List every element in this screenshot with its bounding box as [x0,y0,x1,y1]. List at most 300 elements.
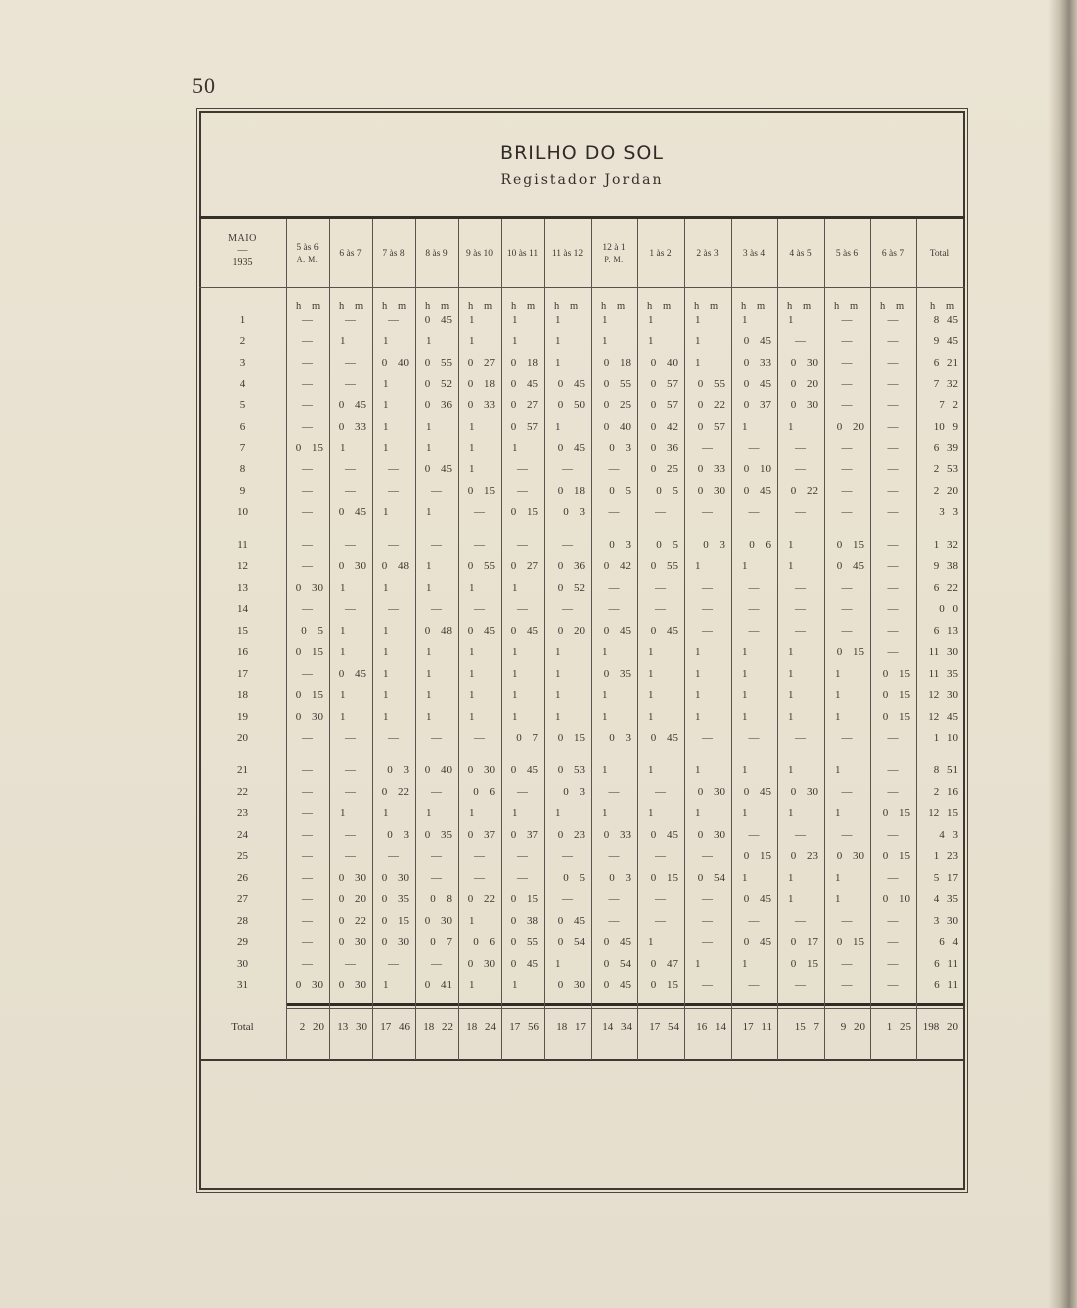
table-cell [777,955,824,973]
table-cell [684,460,731,478]
table-cell [544,826,591,844]
unit-minutes-label: m [312,301,321,312]
table-cell [824,729,870,747]
hours-minutes-value: 0 15 [650,979,678,991]
table-cell [824,418,870,436]
no-sunshine-dash: — [302,785,313,798]
no-sunshine-dash: — [887,936,899,948]
table-cell [637,332,684,350]
table-cell [591,890,637,908]
table-row [0,890,1077,908]
hours-minutes-value: 0 33 [603,828,631,841]
table-cell [415,686,458,704]
table-cell [684,804,731,822]
hours-value: 1 [602,335,608,348]
table-cell [415,761,458,779]
hours-minutes-value: 0 55 [424,356,452,369]
hours-minutes-value: 0 15 [467,484,495,497]
day-label: 21 [237,764,248,776]
no-sunshine-dash: — [302,314,313,326]
table-cell [870,460,916,478]
unit-minutes-label: m [850,301,859,312]
no-sunshine-dash: — [748,506,760,518]
table-cell [684,890,731,908]
day-label: 26 [237,871,248,884]
hours-minutes-value: 0 23 [790,850,818,862]
hours-value: 1 [742,420,748,433]
year-label: 1935 [232,257,253,268]
hours-value: 1 [695,356,701,369]
no-sunshine-dash: — [302,667,313,680]
no-sunshine-dash: — [655,785,666,798]
table-cell [329,579,372,597]
hours-minutes-value: 0 15 [790,957,818,970]
table-cell [916,311,963,329]
table-cell [458,976,501,994]
day-label: 1 [239,314,246,326]
hours-value: 1 [742,560,748,573]
column-header [458,221,501,287]
hours-minutes-value: 0 27 [510,399,538,412]
table-cell [777,665,824,683]
hours-minutes-value: 0 15 [836,539,864,551]
table-cell [372,643,415,661]
table-cell [684,375,731,393]
hours-minutes-value: 2 53 [933,463,958,476]
table-cell [591,460,637,478]
table-cell [870,933,916,951]
table-row [0,375,1077,393]
table-cell [372,761,415,779]
hours-value: 1 [835,764,841,776]
no-sunshine-dash: — [887,335,899,348]
no-sunshine-dash: — [562,463,573,476]
table-cell [591,643,637,661]
hours-value: 1 [788,689,794,702]
total-row [0,1018,1077,1036]
table-cell [458,1018,501,1036]
table-cell [637,396,684,414]
table-cell [684,783,731,801]
no-sunshine-dash: — [345,356,356,369]
hours-minutes-value: 0 40 [381,356,409,369]
no-sunshine-dash: — [345,850,356,862]
no-sunshine-dash: — [702,893,713,905]
table-cell [824,536,870,554]
unit-hours-label: h [296,301,302,312]
no-sunshine-dash: — [302,893,313,905]
table-cell [372,622,415,640]
day-label: 15 [237,624,248,637]
column-header-label: 10 às 11 [506,249,539,259]
hours-minutes-value: 0 30 [697,828,725,841]
no-sunshine-dash: — [562,603,573,616]
hours-minutes-value: 0 15 [295,442,323,454]
hours-value: 1 [469,646,475,659]
table-row [0,536,1077,554]
hours-minutes-value: 0 54 [697,871,725,884]
table-cell [591,783,637,801]
table-cell [591,557,637,575]
hours-minutes-value: 9 45 [933,335,958,348]
table-cell [870,375,916,393]
no-sunshine-dash: — [841,314,853,326]
table-cell [777,600,824,618]
table-cell [591,826,637,844]
table-cell [591,536,637,554]
no-sunshine-dash: — [795,603,806,616]
no-sunshine-dash: — [841,979,853,991]
hours-minutes-value: 0 6 [749,539,771,551]
no-sunshine-dash: — [302,871,313,884]
table-cell [916,622,963,640]
hours-value: 1 [426,667,432,680]
table-cell [286,482,329,500]
hours-minutes-value: 0 3 [703,539,725,551]
hours-minutes-value: 0 30 [338,871,366,884]
hours-minutes-value: 0 45 [510,378,538,390]
hours-minutes-value: 0 5 [563,871,585,884]
no-sunshine-dash: — [841,484,853,497]
column-header-label: 9 às 10 [466,249,493,259]
hours-minutes-value: 0 55 [697,378,725,390]
unit-hours-label: h [694,301,700,312]
table-cell [544,761,591,779]
no-sunshine-dash: — [795,828,806,841]
table-cell [372,955,415,973]
no-sunshine-dash: — [795,463,806,476]
table-cell [870,783,916,801]
table-cell [286,643,329,661]
table-cell [870,686,916,704]
no-sunshine-dash: — [302,335,313,348]
table-cell [458,955,501,973]
table-cell [777,332,824,350]
unit-minutes-label: m [710,301,719,312]
table-cell [916,375,963,393]
table-cell [458,557,501,575]
table-cell [501,826,544,844]
table-cell [591,869,637,887]
no-sunshine-dash: — [795,732,806,744]
hours-minutes-value: 0 45 [650,624,678,637]
table-cell [684,439,731,457]
hours-minutes-value: 6 39 [933,442,958,454]
hours-value: 1 [469,463,475,476]
no-sunshine-dash: — [302,356,313,369]
hours-minutes-value: 0 30 [338,936,366,948]
hours-minutes-value: 11 35 [928,667,958,680]
table-cell [731,933,777,951]
table-cell [824,332,870,350]
table-cell [870,708,916,726]
no-sunshine-dash: — [562,850,573,862]
no-sunshine-dash: — [345,828,356,841]
table-cell [591,912,637,930]
table-row [0,826,1077,844]
table-row [0,622,1077,640]
table-cell [458,439,501,457]
table-cell [544,622,591,640]
table-cell [501,804,544,822]
hours-minutes-value: 0 30 [424,914,452,927]
table-cell [824,826,870,844]
unit-hours-label: h [468,301,474,312]
hours-value: 1 [426,420,432,433]
table-cell [824,354,870,372]
no-sunshine-dash: — [887,646,899,659]
column-header [777,221,824,287]
day-label: 17 [237,667,248,680]
no-sunshine-dash: — [795,581,806,594]
hours-minutes-value: 0 41 [424,979,452,991]
no-sunshine-dash: — [608,581,620,594]
table-cell [501,418,544,436]
table-cell [684,622,731,640]
table-cell [591,503,637,521]
hours-minutes-value: 0 18 [467,378,495,390]
table-cell [637,976,684,994]
no-sunshine-dash: — [655,603,666,616]
table-cell [372,418,415,436]
unit-minutes-label: m [484,301,493,312]
no-sunshine-dash: — [841,506,853,518]
hours-value: 1 [383,667,389,680]
no-sunshine-dash: — [795,506,806,518]
no-sunshine-dash: — [474,539,485,551]
hours-value: 1 [602,646,608,659]
table-cell [916,482,963,500]
hours-minutes-value: 1 32 [933,539,958,551]
table-cell [591,579,637,597]
hours-value: 1 [788,893,794,905]
table-cell [684,536,731,554]
no-sunshine-dash: — [841,378,853,390]
hours-value: 1 [555,356,561,369]
hours-value: 1 [648,646,654,659]
hours-value: 1 [426,506,432,518]
table-cell [824,976,870,994]
table-cell [329,643,372,661]
table-cell [544,439,591,457]
hours-value: 1 [512,442,518,454]
hours-minutes-value: 0 45 [743,785,771,798]
hours-minutes-value: 9 20 [840,1021,865,1033]
table-cell [684,847,731,865]
hours-value: 1 [340,646,346,659]
table-cell [544,557,591,575]
table-cell [916,804,963,822]
table-cell [458,643,501,661]
hours-minutes-value: 14 34 [602,1021,632,1033]
unit-hours-label: h [601,301,607,312]
table-cell [544,686,591,704]
hours-value: 1 [835,893,841,905]
table-cell [637,665,684,683]
table-cell [637,418,684,436]
hours-minutes-value: 0 30 [790,399,818,412]
no-sunshine-dash: — [748,603,760,616]
hours-minutes-value: 0 30 [557,979,585,991]
table-cell [777,643,824,661]
hours-minutes-value: 16 14 [696,1021,726,1033]
table-cell [777,869,824,887]
no-sunshine-dash: — [702,603,713,616]
table-cell [916,976,963,994]
hours-value: 1 [340,442,346,454]
hours-minutes-value: 0 35 [381,893,409,905]
no-sunshine-dash: — [302,484,313,497]
hours-value: 1 [469,442,475,454]
hours-value: 1 [426,560,432,573]
no-sunshine-dash: — [302,732,313,744]
no-sunshine-dash: — [302,850,313,862]
column-header [731,221,777,287]
hours-minutes-value: 17 46 [380,1021,410,1033]
unit-hours-label: h [382,301,388,312]
hours-value: 1 [469,710,475,723]
unit-minutes-label: m [398,301,407,312]
table-cell [501,600,544,618]
table-cell [684,396,731,414]
no-sunshine-dash: — [702,732,713,744]
table-cell [684,665,731,683]
table-cell [731,643,777,661]
hours-value: 1 [788,710,794,723]
hours-minutes-value: 0 45 [603,979,631,991]
table-cell [591,761,637,779]
table-cell [591,804,637,822]
table-cell [501,665,544,683]
table-cell [544,332,591,350]
table-cell [916,503,963,521]
no-sunshine-dash: — [345,732,356,744]
table-cell [870,976,916,994]
hours-minutes-value: 0 15 [381,914,409,927]
day-label: 19 [237,710,248,723]
unit-hours-label: h [425,301,431,312]
table-cell [286,557,329,575]
column-header-label: 11 às 12 [551,249,584,259]
no-sunshine-dash: — [887,399,899,412]
table-cell [870,354,916,372]
hours-minutes-value: 12 30 [928,689,958,702]
hours-minutes-value: 0 45 [743,378,771,390]
hours-minutes-value: 0 5 [301,624,323,637]
table-cell [824,761,870,779]
hours-value: 1 [648,689,654,702]
table-cell [637,643,684,661]
table-cell [415,557,458,575]
table-cell [544,396,591,414]
unit-minutes-label: m [757,301,766,312]
table-cell [286,729,329,747]
table-cell [329,761,372,779]
hours-minutes-value: 0 45 [650,732,678,744]
no-sunshine-dash: — [345,378,356,390]
table-cell [286,847,329,865]
hours-value: 1 [383,335,389,348]
table-cell [458,354,501,372]
no-sunshine-dash: — [841,785,853,798]
table-cell [916,847,963,865]
table-cell [458,332,501,350]
table-cell [501,354,544,372]
table-cell [501,622,544,640]
table-cell [591,976,637,994]
no-sunshine-dash: — [702,936,713,948]
no-sunshine-dash: — [748,828,760,841]
table-cell [824,460,870,478]
day-label: 20 [237,732,248,744]
table-cell [731,976,777,994]
table-cell [637,869,684,887]
no-sunshine-dash: — [702,979,713,991]
column-header [684,221,731,287]
hours-value: 1 [340,335,346,348]
table-cell [777,418,824,436]
unit-minutes-label: m [663,301,672,312]
hours-minutes-value: 0 53 [557,764,585,776]
column-header-label: 5 às 6 [296,243,319,253]
no-sunshine-dash: — [608,506,620,518]
table-cell [870,396,916,414]
day-label: 5 [239,399,246,412]
table-cell [870,503,916,521]
table-cell [372,332,415,350]
no-sunshine-dash: — [841,442,853,454]
table-cell [824,1018,870,1036]
table-cell [544,783,591,801]
column-header [544,221,591,287]
hours-value: 1 [788,667,794,680]
table-cell [684,761,731,779]
table-cell [870,847,916,865]
hours-minutes-value: 0 25 [650,463,678,476]
table-cell [544,460,591,478]
hours-minutes-value: 12 15 [928,807,958,819]
hours-minutes-value: 0 15 [882,850,910,862]
hours-minutes-value: 0 20 [790,378,818,390]
table-cell [684,912,731,930]
table-cell [458,665,501,683]
table-cell [870,665,916,683]
no-sunshine-dash: — [841,624,853,637]
hours-minutes-value: 0 45 [510,957,538,970]
table-cell [777,482,824,500]
hours-value: 1 [469,689,475,702]
hours-minutes-value: 0 3 [563,785,585,798]
column-header-label: 4 às 5 [789,249,812,259]
hours-value: 1 [426,689,432,702]
hours-value: 1 [602,689,608,702]
hours-value: 1 [383,378,389,390]
table-cell [501,933,544,951]
hours-value: 1 [426,442,432,454]
table-cell [501,396,544,414]
no-sunshine-dash: — [562,539,573,551]
hours-minutes-value: 4 35 [933,893,958,905]
table-cell [415,729,458,747]
hours-minutes-value: 0 15 [882,710,910,723]
hours-value: 1 [426,710,432,723]
no-sunshine-dash: — [474,603,485,616]
day-label: 23 [237,807,248,819]
hours-value: 1 [695,314,701,326]
table-cell [501,686,544,704]
table-cell [415,826,458,844]
hours-value: 1 [695,689,701,702]
